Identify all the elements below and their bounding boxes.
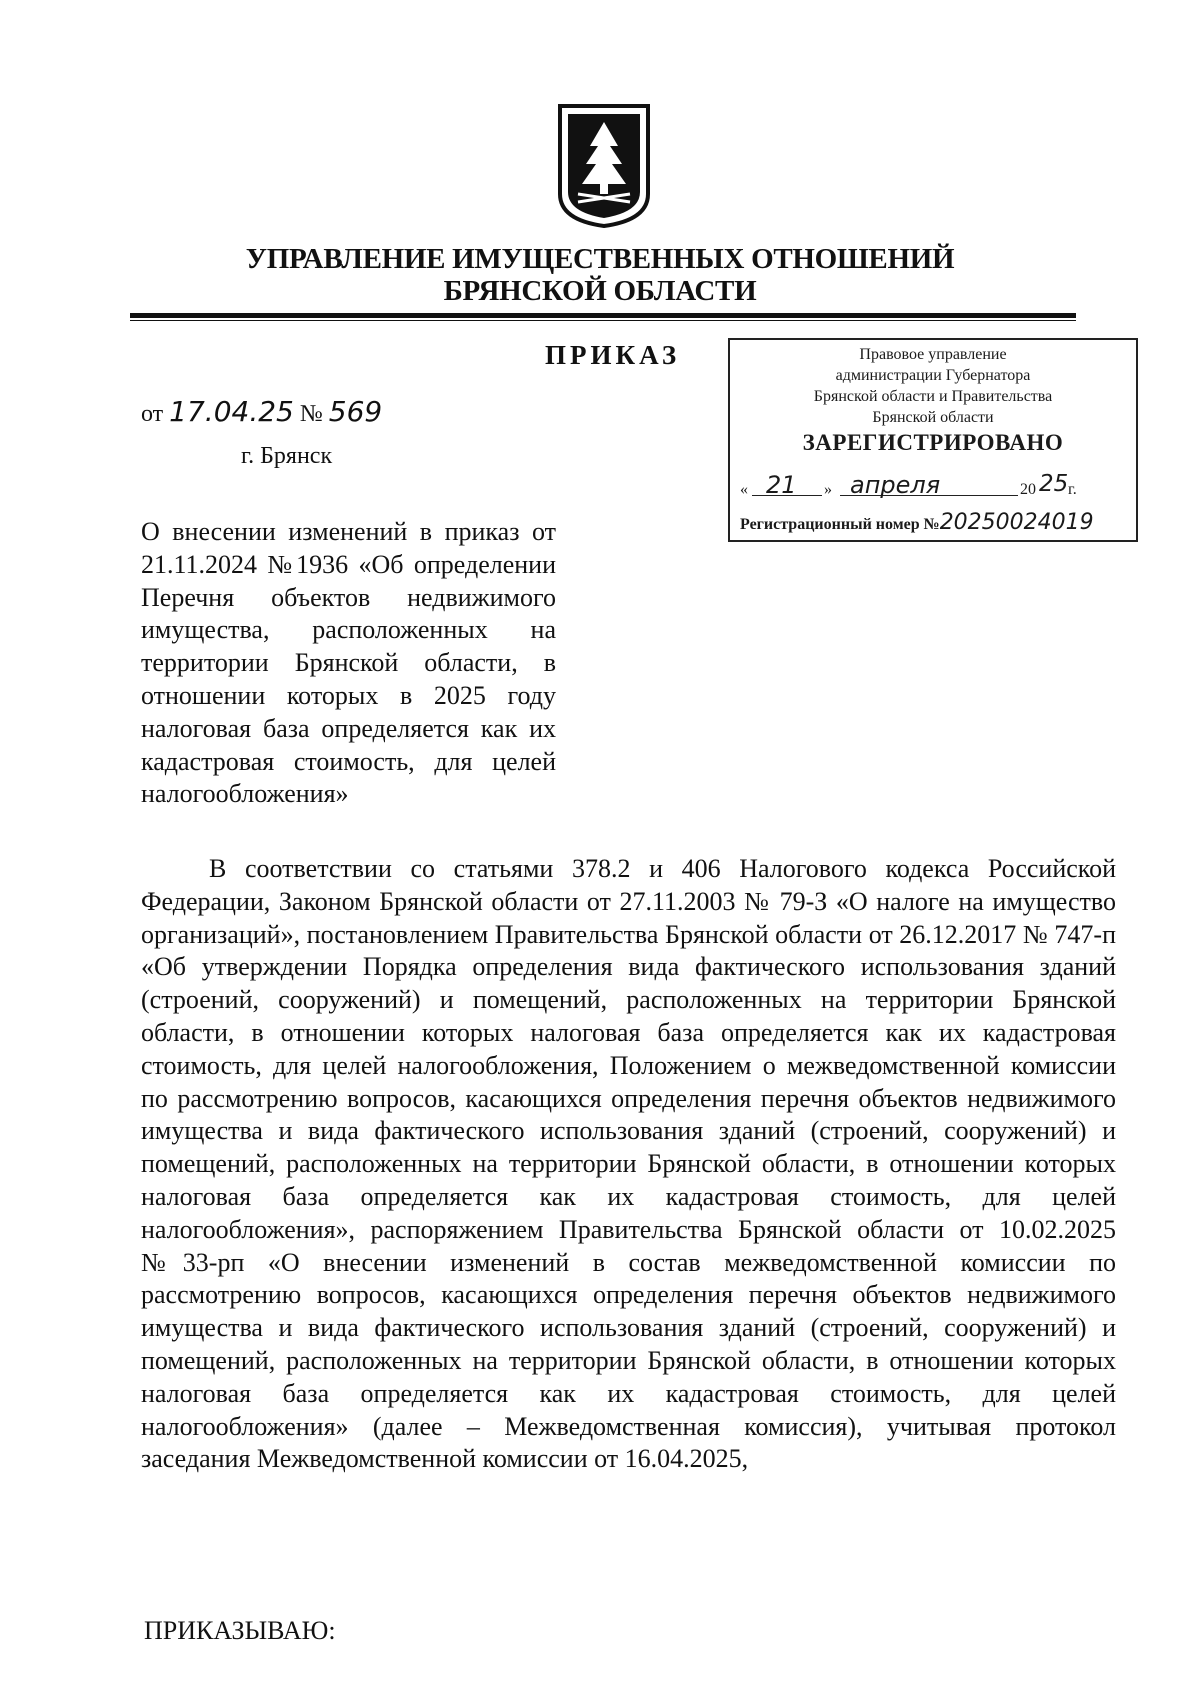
order-date-number [141,395,382,428]
stamp-year-prefix: 20 [1020,481,1036,498]
number-label: № [299,401,323,427]
stamp-quote-open: « [740,481,748,498]
stamp-regnum-value: 20250024019 [939,510,1094,535]
stamp-line3: Брянской области и Правительства [813,388,1053,405]
stamp-registered: ЗАРЕГИСТРИРОВАНО [802,430,1064,455]
header-rule-thick [130,313,1076,318]
order-date: 17.04.25 [169,395,294,428]
city: г. Брянск [241,443,333,469]
stamp-quote-close: » [824,481,832,498]
order-word: ПРИКАЗЫВАЮ: [144,1616,336,1645]
stamp-line2: администрации Губернатора [835,367,1031,384]
header-rule-thin [130,320,1076,321]
registration-stamp [728,338,1138,542]
order-title: О внесении изменений в приказ от 21.11.2024 №1936 «Об определении Перечня объектов недвижимого имущества, расположенных на территории Брянской области, в отношении которых в 2025 году налоговая база определяется как их кадастровая стоимость, для целей налогообложения» [141,517,556,809]
stamp-date-line [740,471,1130,501]
stamp-regnum-label: Регистрационный номер № [740,516,940,533]
stamp-year-suffix: 25 [1039,471,1069,497]
from-label: от [141,401,164,427]
stamp-day: 21 [766,471,797,499]
order-body-paragraph: В соответствии со статьями 378.2 и 406 Налогового кодекса Российской Федерации, Законом Брянской области от 27.11.2003 № 79-З «О налоге на имущество организаций», постановлением Правительства Брянской области от 26.12.2017 № 747-п «Об утверждении Порядка определения вида фактического использования зданий (строений, сооружений) и помещений, расположенных на территории Брянской области, в отношении которых налоговая база определяется как их кадастровая стоимость, для целей налогообложения, Положением о межведомственной комиссии по рассмотрению вопросов, касающихся определения перечня объектов недвижимого имущества и вида фактического использования зданий (строений, сооружений) и помещений, расположенных на территории Брянской области, в отношении которых налоговая база определяется как их кадастровая стоимость, для целей налогообложения», распоряжением Правительства Брянской области от 10.02.2025 №33-рп «О внесении изменений в состав межведомственной комиссии по рассмотрению вопросов, касающихся определения перечня объектов недвижимого имущества и вида фактического использования зданий (строений, сооружений) и помещений, расположенных на территории Брянской области, в отношении которых налоговая база определяется как их кадастровая стоимость, для целей налогообложения» (далее – Межведомственная комиссия), учитывая протокол заседания Межведомственной комиссии от 16.04.2025, [141,854,1116,1474]
stamp-line1: Правовое управление [859,346,1007,363]
stamp-line4: Брянской области [872,409,994,426]
stamp-year-g: г. [1068,481,1077,498]
organization-name-line2: БРЯНСКОЙ ОБЛАСТИ [443,275,757,307]
organization-name [120,243,1080,307]
order-number: 569 [328,395,383,428]
organization-name-line1: УПРАВЛЕНИЕ ИМУЩЕСТВЕННЫХ ОТНОШЕНИЙ [245,243,955,275]
stamp-month: апреля [850,471,941,499]
document-type-heading: ПРИКАЗ [545,340,681,370]
stamp-registration-number [740,510,1094,535]
bryansk-coat-of-arms-icon [556,102,652,229]
